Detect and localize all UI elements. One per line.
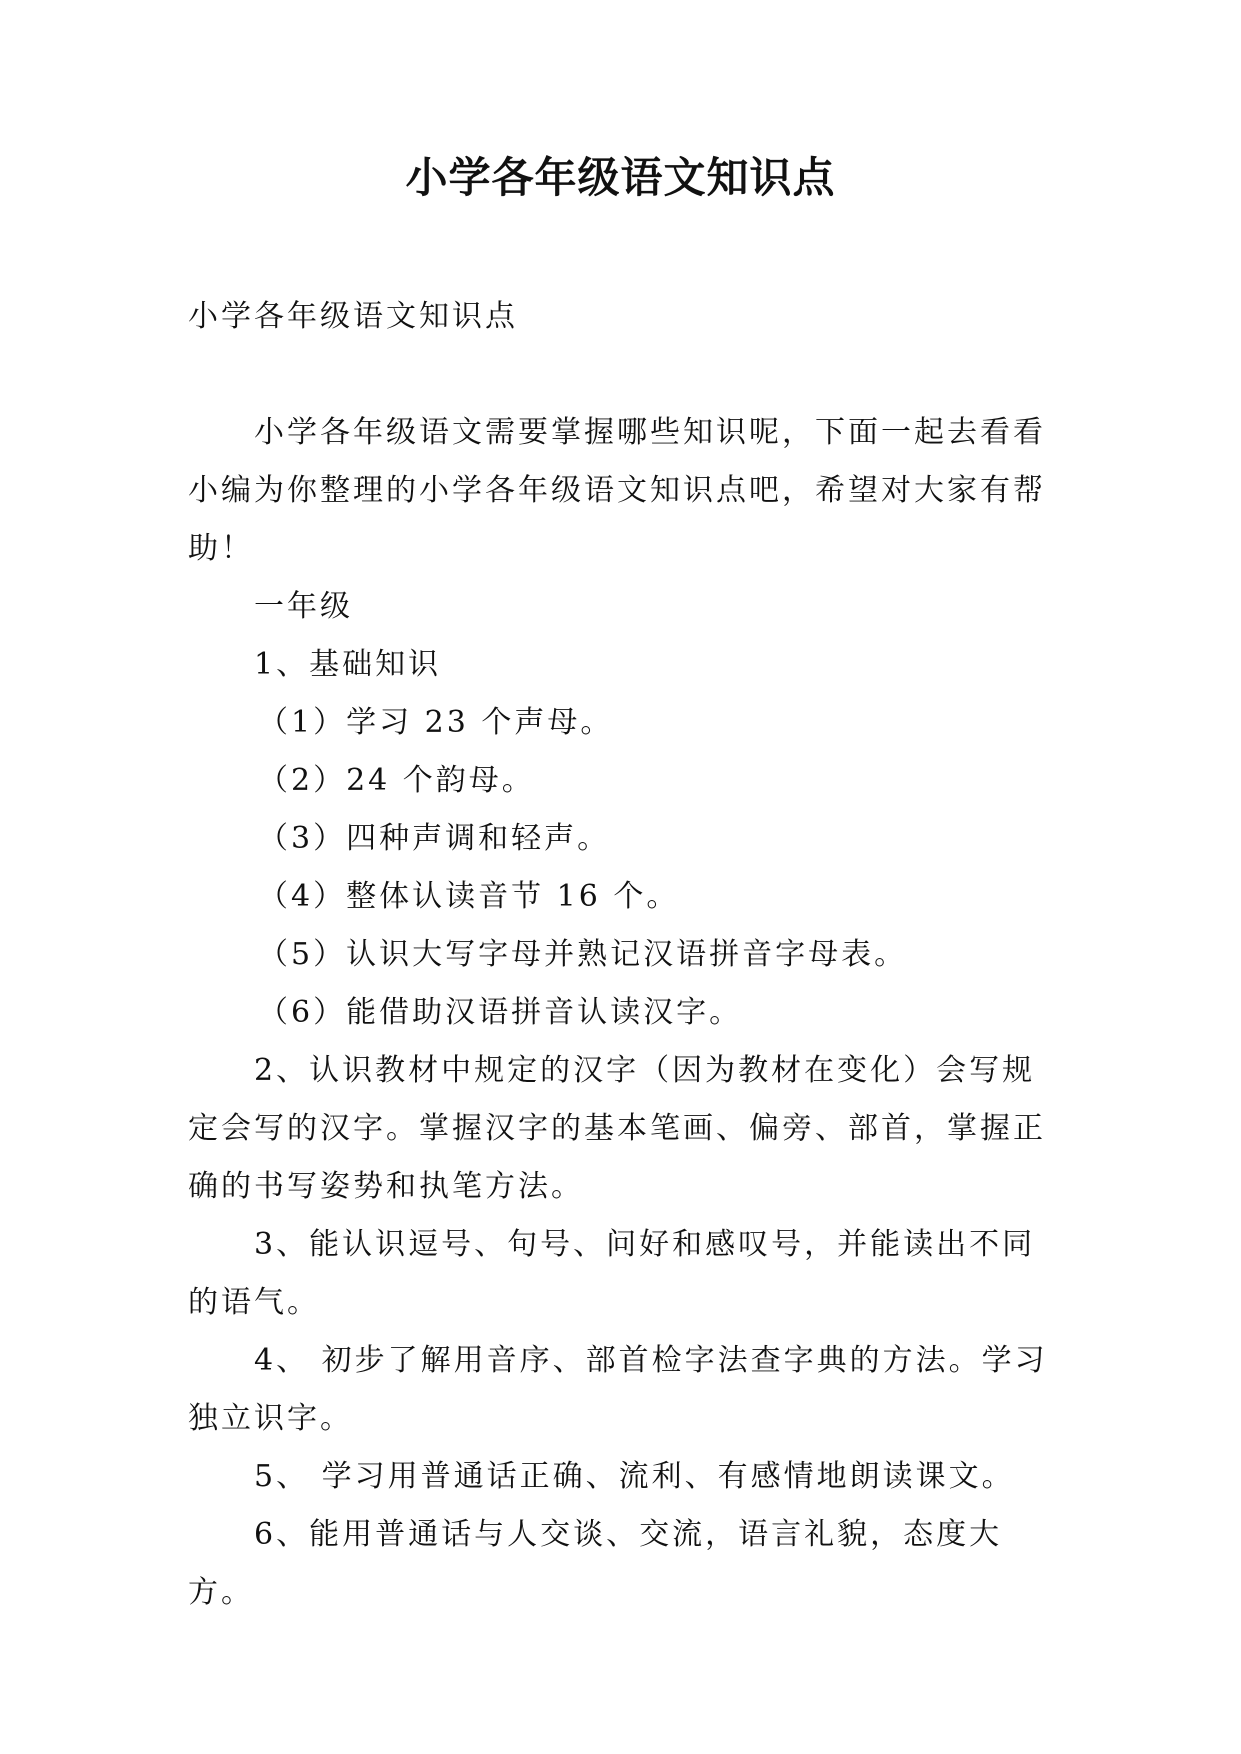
document-body xyxy=(188,288,1058,1622)
point-6-paragraph: 6、能用普通话与人交谈、交流，语言礼貌，态度大方。 xyxy=(188,1517,1003,1610)
point-4-paragraph: 4、 初步了解用音序、部首检字法查字典的方法。学习独立识字。 xyxy=(188,1343,1048,1436)
point-2-paragraph: 2、认识教材中规定的汉字（因为教材在变化）会写规定会写的汉字。掌握汉字的基本笔画、偏旁、部首，掌握正确的书写姿势和执笔方法。 xyxy=(188,1053,1046,1204)
document-subtitle: 小学各年级语文知识点 xyxy=(188,299,518,334)
intro-paragraph: 小学各年级语文需要掌握哪些知识呢，下面一起去看看小编为你整理的小学各年级语文知识点吧，希望对大家有帮助！ xyxy=(188,415,1046,566)
list-item: （4）整体认读音节 16 个。 xyxy=(258,879,680,914)
list-item: （3）四种声调和轻声。 xyxy=(258,821,611,856)
section-heading-basic-knowledge: 1、基础知识 xyxy=(254,647,442,682)
point-5-paragraph: 5、 学习用普通话正确、流利、有感情地朗读课文。 xyxy=(254,1459,1015,1494)
list-item: （2）24 个韵母。 xyxy=(258,763,535,798)
list-item: （5）认识大写字母并熟记汉语拼音字母表。 xyxy=(258,937,908,972)
point-3-paragraph: 3、能认识逗号、句号、问好和感叹号，并能读出不同的语气。 xyxy=(188,1227,1036,1320)
list-item: （1）学习 23 个声母。 xyxy=(258,705,614,740)
document-title: 小学各年级语文知识点 xyxy=(405,153,836,202)
grade-heading: 一年级 xyxy=(254,589,353,624)
list-item: （6）能借助汉语拼音认读汉字。 xyxy=(258,995,743,1030)
